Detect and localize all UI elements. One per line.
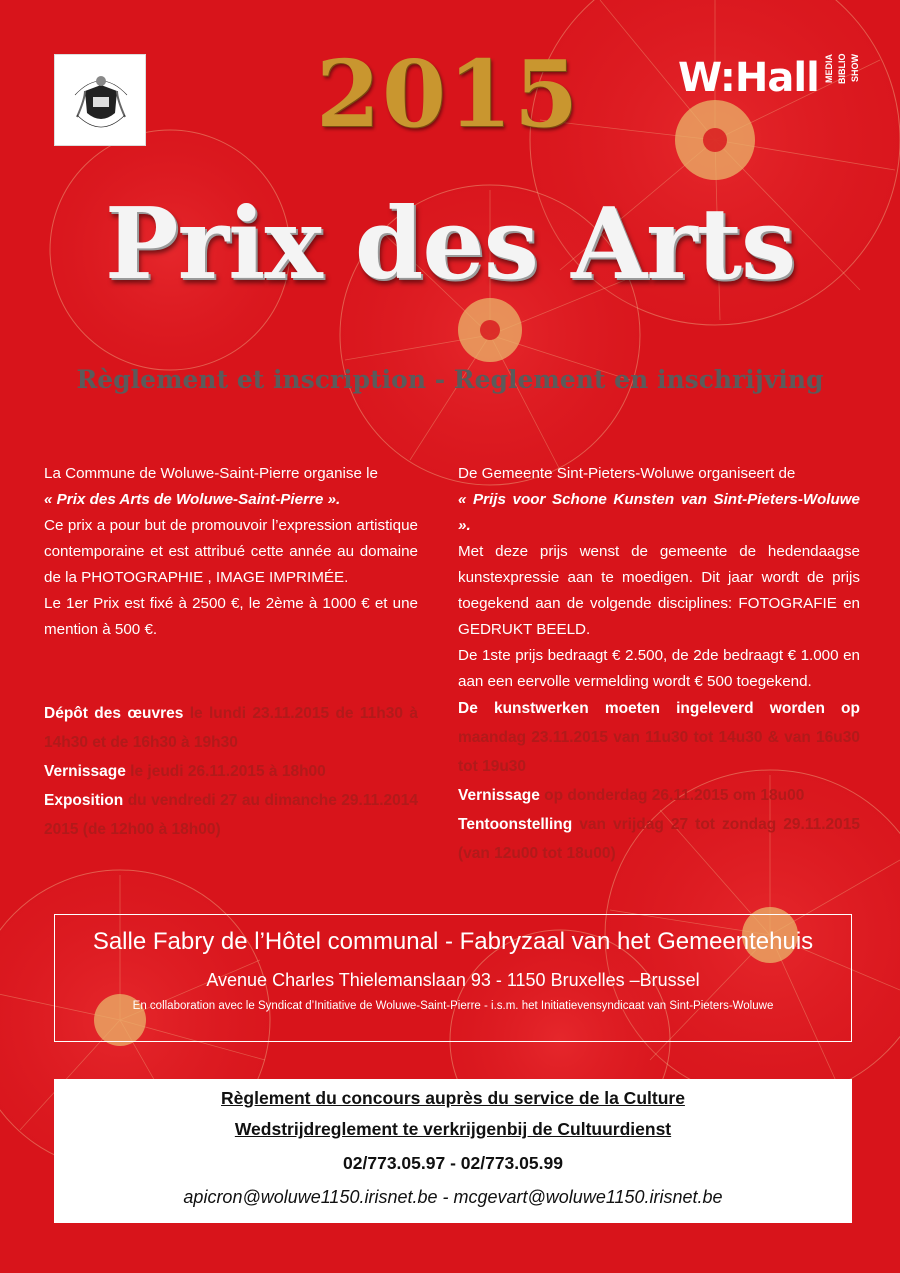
whall-side-label: BIBLIO [836, 54, 847, 85]
nl-vernissage-value: op donderdag 26.11.2015 om 18u00 [539, 787, 805, 804]
fr-exposition-value: du vendredi 27 au dimanche 29.11.2014 2015 (de 12h00 à 18h00) [44, 792, 418, 838]
fr-prize-name: « Prix des Arts de Woluwe-Saint-Pierre ». [44, 491, 341, 508]
nl-depot-value: maandag 23.11.2015 van 11u30 tot 14u30 & van 16u30 tot 19u30 [458, 729, 860, 775]
whall-side-label: MEDIA [823, 54, 834, 83]
nl-purpose-paragraph: Met deze prijs wenst de gemeente de hedendaagse kunstexpressie aan te moedigen. Dit jaar wordt de prijs toegekend aan de volgende disciplines: FOTOGRAFIE en GEDRUKT BEELD. [458, 543, 860, 638]
municipality-crest-logo [54, 54, 146, 146]
dutch-schedule [458, 694, 860, 868]
fr-vernissage-label: Vernissage [44, 763, 126, 780]
whall-logo-text: W:Hall [678, 55, 819, 101]
page-title: Prix des Arts [104, 187, 796, 302]
nl-exposition-value: van vrijdag 27 tot zondag 29.11.2015 (van 12u00 tot 18u00) [458, 816, 860, 862]
contact-emails[interactable]: apicron@woluwe1150.irisnet.be - mcgevart@woluwe1150.irisnet.be [183, 1187, 723, 1207]
nl-prize-name: « Prijs voor Schone Kunsten van Sint-Pieters-Woluwe ». [458, 491, 860, 534]
venue-collaboration: En collaboration avec le Syndicat d’Initiative de Woluwe-Saint-Pierre - i.s.m. het Initiatievensyndicaat van Sint-Pieters-Woluwe [132, 1000, 774, 1012]
fr-purpose-paragraph: Ce prix a pour but de promouvoir l’expression artistique contemporaine et est attribué cette année au domaine de la PHOTOGRAPHIE , IMAGE IMPRIMÉE. [44, 517, 418, 586]
contact-info-box [54, 1079, 852, 1223]
fr-exposition-label: Exposition [44, 792, 124, 809]
venue-info-box [54, 914, 852, 1042]
venue-title: Salle Fabry de l’Hôtel communal - Fabryzaal van het Gemeentehuis [92, 928, 814, 955]
whall-side-label: SHOW [849, 54, 860, 82]
fr-depot-value: le lundi 23.11.2015 de 11h30 à 14h30 et de 16h30 à 19h30 [44, 705, 418, 751]
nl-depot-label: De kunstwerken moeten ingeleverd worden op [458, 700, 860, 717]
fr-intro-line: La Commune de Woluwe-Saint-Pierre organise le [44, 465, 379, 482]
year-heading: 2015 [315, 40, 581, 148]
french-description [44, 461, 418, 643]
whall-logo [678, 54, 861, 118]
fr-vernissage-value: le jeudi 26.11.2015 à 18h00 [125, 763, 326, 780]
french-schedule [44, 699, 418, 844]
dutch-description [458, 461, 860, 695]
fr-prize-amounts: Le 1er Prix est fixé à 2500 €, le 2ème à 1000 € et une mention à 500 €. [44, 595, 418, 638]
contact-rules-nl: Wedstrijdreglement te verkrijgenbij de Cultuurdienst [234, 1119, 672, 1139]
contact-phones: 02/773.05.97 - 02/773.05.99 [343, 1153, 563, 1173]
nl-intro-line: De Gemeente Sint-Pieters-Woluwe organiseert de [458, 465, 796, 482]
venue-address: Avenue Charles Thielemanslaan 93 - 1150 Bruxelles –Brussel [206, 970, 700, 990]
whall-logo-side-labels [823, 54, 861, 116]
page-subtitle: Règlement et inscription - Reglement en inschrijving [76, 365, 824, 394]
nl-exposition-label: Tentoonstelling [458, 816, 573, 833]
fr-depot-label: Dépôt des œuvres [44, 705, 184, 722]
nl-prize-amounts: De 1ste prijs bedraagt € 2.500, de 2de bedraagt € 1.000 en aan een eervolle vermelding wordt € 500 toegekend. [458, 647, 860, 690]
nl-vernissage-label: Vernissage [458, 787, 540, 804]
contact-rules-fr: Règlement du concours auprès du service de la Culture [221, 1088, 685, 1108]
